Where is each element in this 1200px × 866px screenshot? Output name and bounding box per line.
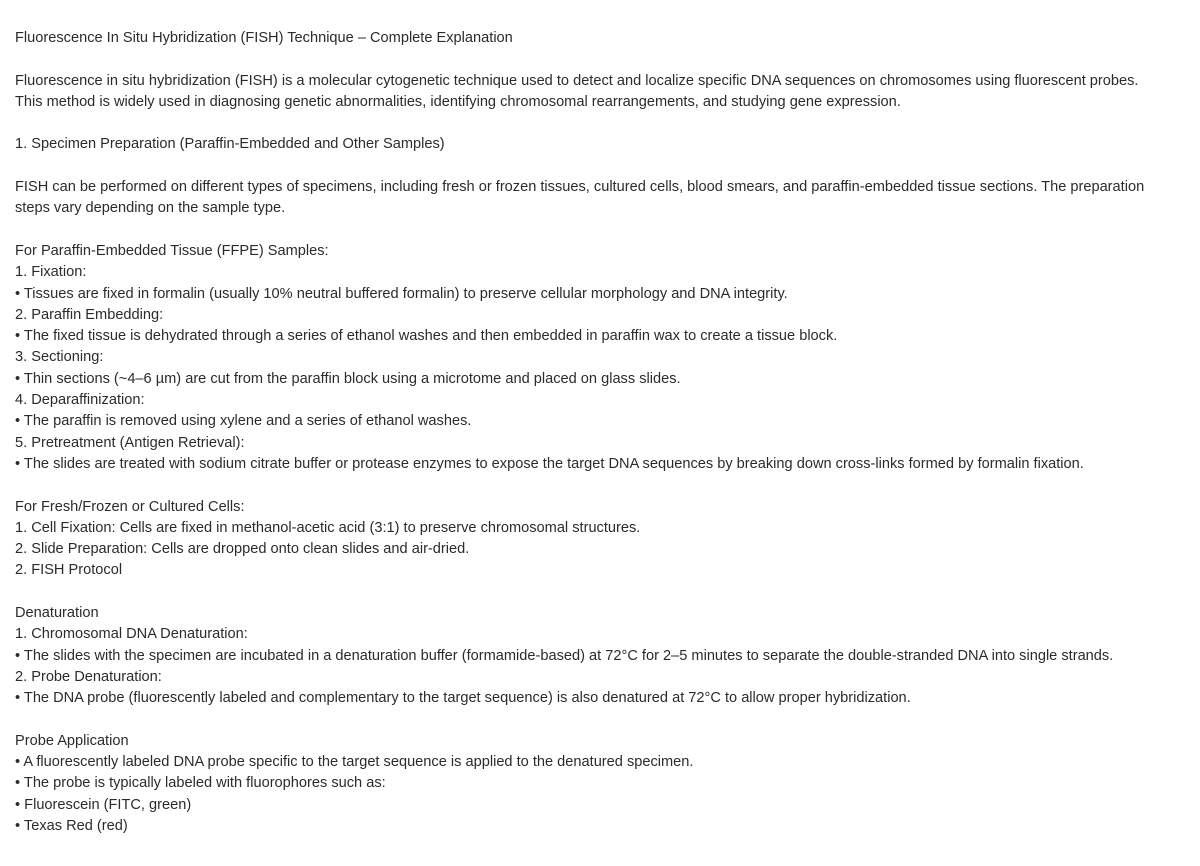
subheading-denaturation: Denaturation <box>15 605 99 622</box>
list-item: 2. Probe Denaturation: <box>15 668 162 685</box>
list-item: 2. Slide Preparation: Cells are dropped onto clean slides and air-dried. <box>15 541 470 558</box>
spacer <box>15 49 1190 70</box>
intro-line: Fluorescence in situ hybridization (FISH) is a molecular cytogenetic technique used to detect and localize specific DNA sequences on chromosomes using fluorescent probes. <box>15 72 1139 89</box>
list-item: 2. Paraffin Embedding: <box>15 306 164 323</box>
list-item: • Thin sections (~4–6 µm) are cut from the paraffin block using a microtome and placed on glass slides. <box>15 370 681 387</box>
list-item: • The slides are treated with sodium citrate buffer or protease enzymes to expose the target DNA sequences by breaking down cross-links formed by formalin fixation. <box>15 455 1084 472</box>
spacer <box>15 113 1190 134</box>
list-item: • Texas Red (red) <box>15 817 128 834</box>
list-item: • Tissues are fixed in formalin (usually 10% neutral buffered formalin) to preserve cellular morphology and DNA integrity. <box>15 285 788 302</box>
list-item: 2. FISH Protocol <box>15 562 123 579</box>
list-item: • The probe is typically labeled with fluorophores such as: <box>15 775 386 792</box>
spacer <box>15 156 1190 177</box>
list-item: • The paraffin is removed using xylene and a series of ethanol washes. <box>15 413 472 430</box>
list-item: • A fluorescently labeled DNA probe specific to the target sequence is applied to the denatured specimen. <box>15 754 694 771</box>
list-item: • The fixed tissue is dehydrated through a series of ethanol washes and then embedded in paraffin wax to create a tissue block. <box>15 328 838 345</box>
section-paragraph-line: FISH can be performed on different types of specimens, including fresh or frozen tissues, cultured cells, blood smears, and paraffin-embedded tissue sections. The preparation <box>15 179 1145 196</box>
section-heading-specimen-preparation: 1. Specimen Preparation (Paraffin-Embedded and Other Samples) <box>15 136 445 153</box>
list-item: 5. Pretreatment (Antigen Retrieval): <box>15 434 245 451</box>
list-item: • The slides with the specimen are incubated in a denaturation buffer (formamide-based) at 72°C for 2–5 minutes to separate the double-stranded DNA into single strands. <box>15 647 1114 664</box>
spacer <box>15 475 1190 496</box>
list-item: • The DNA probe (fluorescently labeled and complementary to the target sequence) is also denatured at 72°C to allow proper hybridization. <box>15 690 911 707</box>
list-item: • Fluorescein (FITC, green) <box>15 796 192 813</box>
list-item: 1. Fixation: <box>15 264 87 281</box>
spacer <box>15 710 1190 731</box>
list-item: 4. Deparaffinization: <box>15 392 145 409</box>
intro-line: This method is widely used in diagnosing genetic abnormalities, identifying chromosomal rearrangements, and studying gene expression. <box>15 93 901 110</box>
list-item: 1. Chromosomal DNA Denaturation: <box>15 626 248 643</box>
document-title: Fluorescence In Situ Hybridization (FISH) Technique – Complete Explanation <box>15 30 513 46</box>
section-paragraph-line: steps vary depending on the sample type. <box>15 200 286 217</box>
spacer <box>15 582 1190 603</box>
document-body <box>15 28 1190 837</box>
subheading-ffpe: For Paraffin-Embedded Tissue (FFPE) Samples: <box>15 242 329 259</box>
subheading-probe-application: Probe Application <box>15 732 129 749</box>
spacer <box>15 220 1190 241</box>
subheading-fresh-frozen: For Fresh/Frozen or Cultured Cells: <box>15 498 245 515</box>
list-item: 1. Cell Fixation: Cells are fixed in methanol-acetic acid (3:1) to preserve chromosomal structures. <box>15 519 641 536</box>
list-item: 3. Sectioning: <box>15 349 104 366</box>
